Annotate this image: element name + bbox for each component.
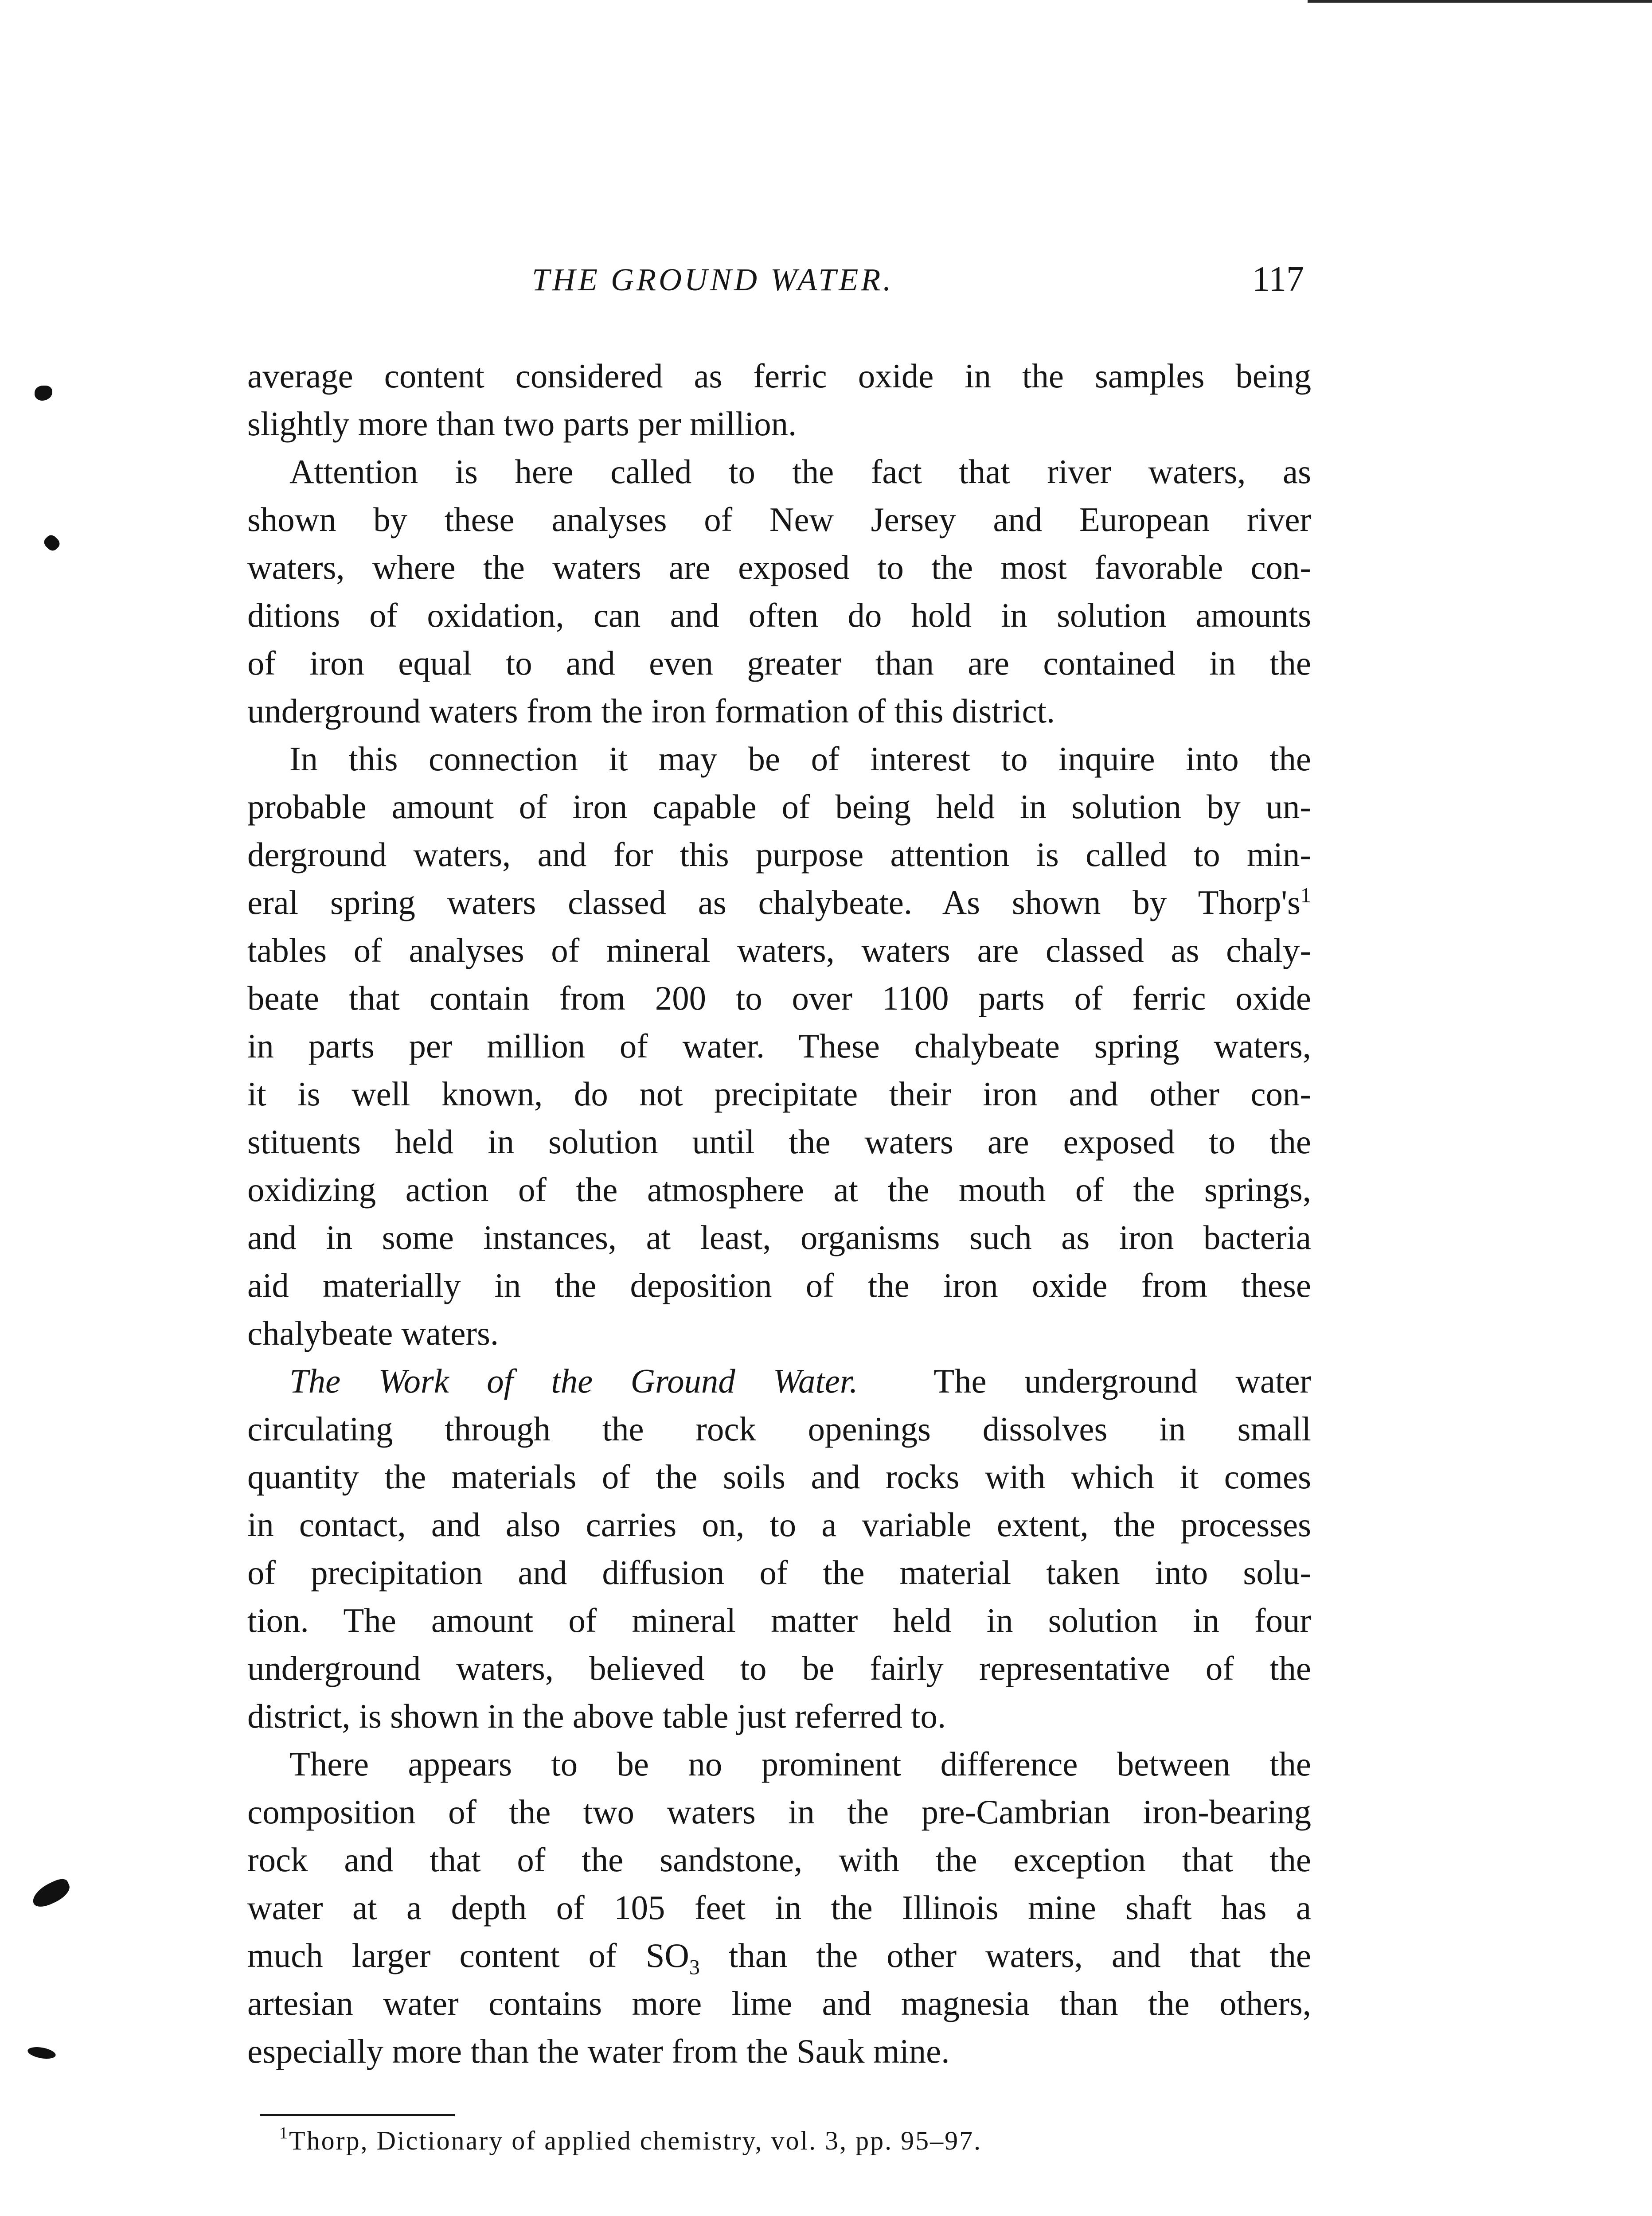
- text-line: aid materially in the deposition of the iron oxide from these: [247, 1267, 1311, 1304]
- text-line: [247, 1358, 1311, 1405]
- text-line: rock and that of the sandstone, with the exception that the: [247, 1841, 1311, 1879]
- text-line: stituents held in solution until the waters are exposed to the: [247, 1123, 1311, 1161]
- text-line: quantity the materials of the soils and rocks with which it comes: [247, 1458, 1311, 1496]
- text-segment: The underground water: [933, 1362, 1311, 1400]
- text-line: derground waters, and for this purpose attention is called to min-: [247, 836, 1311, 874]
- text-line: beate that contain from 200 to over 1100 parts of ferric oxide: [247, 979, 1311, 1017]
- text-line: composition of the two waters in the pre-Cambrian iron-bearing: [247, 1793, 1311, 1831]
- text-line: in parts per million of water. These chalybeate spring waters,: [247, 1027, 1311, 1065]
- text-line: tion. The amount of mineral matter held in solution in four: [247, 1602, 1311, 1639]
- text-line: underground waters from the iron formation of this district.: [247, 692, 1055, 730]
- text-line: water at a depth of 105 feet in the Illinois mine shaft has a: [247, 1889, 1311, 1927]
- text-segment: much larger content of SO: [247, 1937, 689, 1974]
- text-line: district, is shown in the above table just referred to.: [247, 1697, 946, 1735]
- footnote-text: Thorp, Dictionary of applied chemistry, vol. 3, pp. 95–97.: [289, 2126, 982, 2155]
- text-line: of precipitation and diffusion of the material taken into solu-: [247, 1554, 1311, 1592]
- margin-blot: [27, 2045, 56, 2061]
- margin-blot: [42, 533, 62, 553]
- paragraph: [247, 448, 1311, 735]
- text-segment: eral spring waters classed as chalybeate. As shown by Thorp's: [247, 884, 1301, 921]
- text-line: it is well known, do not precipitate their iron and other con-: [247, 1075, 1311, 1113]
- paragraph: [247, 1740, 1311, 2076]
- text-line: Attention is here called to the fact that river waters, as: [289, 453, 1311, 491]
- paragraph: [247, 735, 1311, 1358]
- margin-blot: [29, 1876, 73, 1911]
- running-title: THE GROUND WATER.: [532, 262, 894, 297]
- text-line: shown by these analyses of New Jersey and European river: [247, 501, 1311, 538]
- text-line: circulating through the rock openings dissolves in small: [247, 1410, 1311, 1448]
- text-line: waters, where the waters are exposed to the most favorable con-: [247, 549, 1311, 586]
- body-text: [247, 352, 1311, 2076]
- text-line: chalybeate waters.: [247, 1315, 499, 1352]
- paragraph: [247, 1358, 1311, 1740]
- text-line: There appears to be no prominent difference between the: [289, 1745, 1311, 1783]
- section-heading: The Work of the Ground Water.: [289, 1362, 858, 1400]
- text-line: especially more than the water from the Sauk mine.: [247, 2033, 950, 2070]
- text-line: underground waters, believed to be fairly representative of the: [247, 1650, 1311, 1687]
- margin-blot: [35, 386, 52, 401]
- text-line: tables of analyses of mineral waters, waters are classed as chaly-: [247, 932, 1311, 969]
- text-line: In this connection it may be of interest to inquire into the: [289, 740, 1311, 778]
- subscript: 3: [689, 1955, 700, 1979]
- text-segment: than the other waters, and that the: [699, 1937, 1311, 1974]
- text-line: average content considered as ferric oxide in the samples being: [247, 357, 1311, 395]
- text-line: and in some instances, at least, organisms such as iron bacteria: [247, 1219, 1311, 1256]
- footnote: [279, 2123, 982, 2158]
- footnote-reference: 1: [1301, 883, 1311, 907]
- text-line: artesian water contains more lime and magnesia than the others,: [247, 1985, 1311, 2022]
- page-number: 117: [1252, 260, 1304, 299]
- paragraph: [247, 352, 1311, 448]
- text-line: probable amount of iron capable of being held in solution by un-: [247, 788, 1311, 826]
- text-line: [247, 1932, 1311, 1980]
- text-line: slightly more than two parts per million.: [247, 405, 797, 443]
- text-line: [247, 879, 1311, 927]
- text-line: ditions of oxidation, can and often do hold in solution amounts: [247, 597, 1311, 634]
- text-line: in contact, and also carries on, to a variable extent, the processes: [247, 1506, 1311, 1544]
- footnote-marker: 1: [279, 2124, 289, 2142]
- text-line: of iron equal to and even greater than are contained in the: [247, 644, 1311, 682]
- text-line: oxidizing action of the atmosphere at the mouth of the springs,: [247, 1171, 1311, 1209]
- footnote-divider: [260, 2114, 455, 2116]
- page-edge-shadow: [1308, 0, 1652, 3]
